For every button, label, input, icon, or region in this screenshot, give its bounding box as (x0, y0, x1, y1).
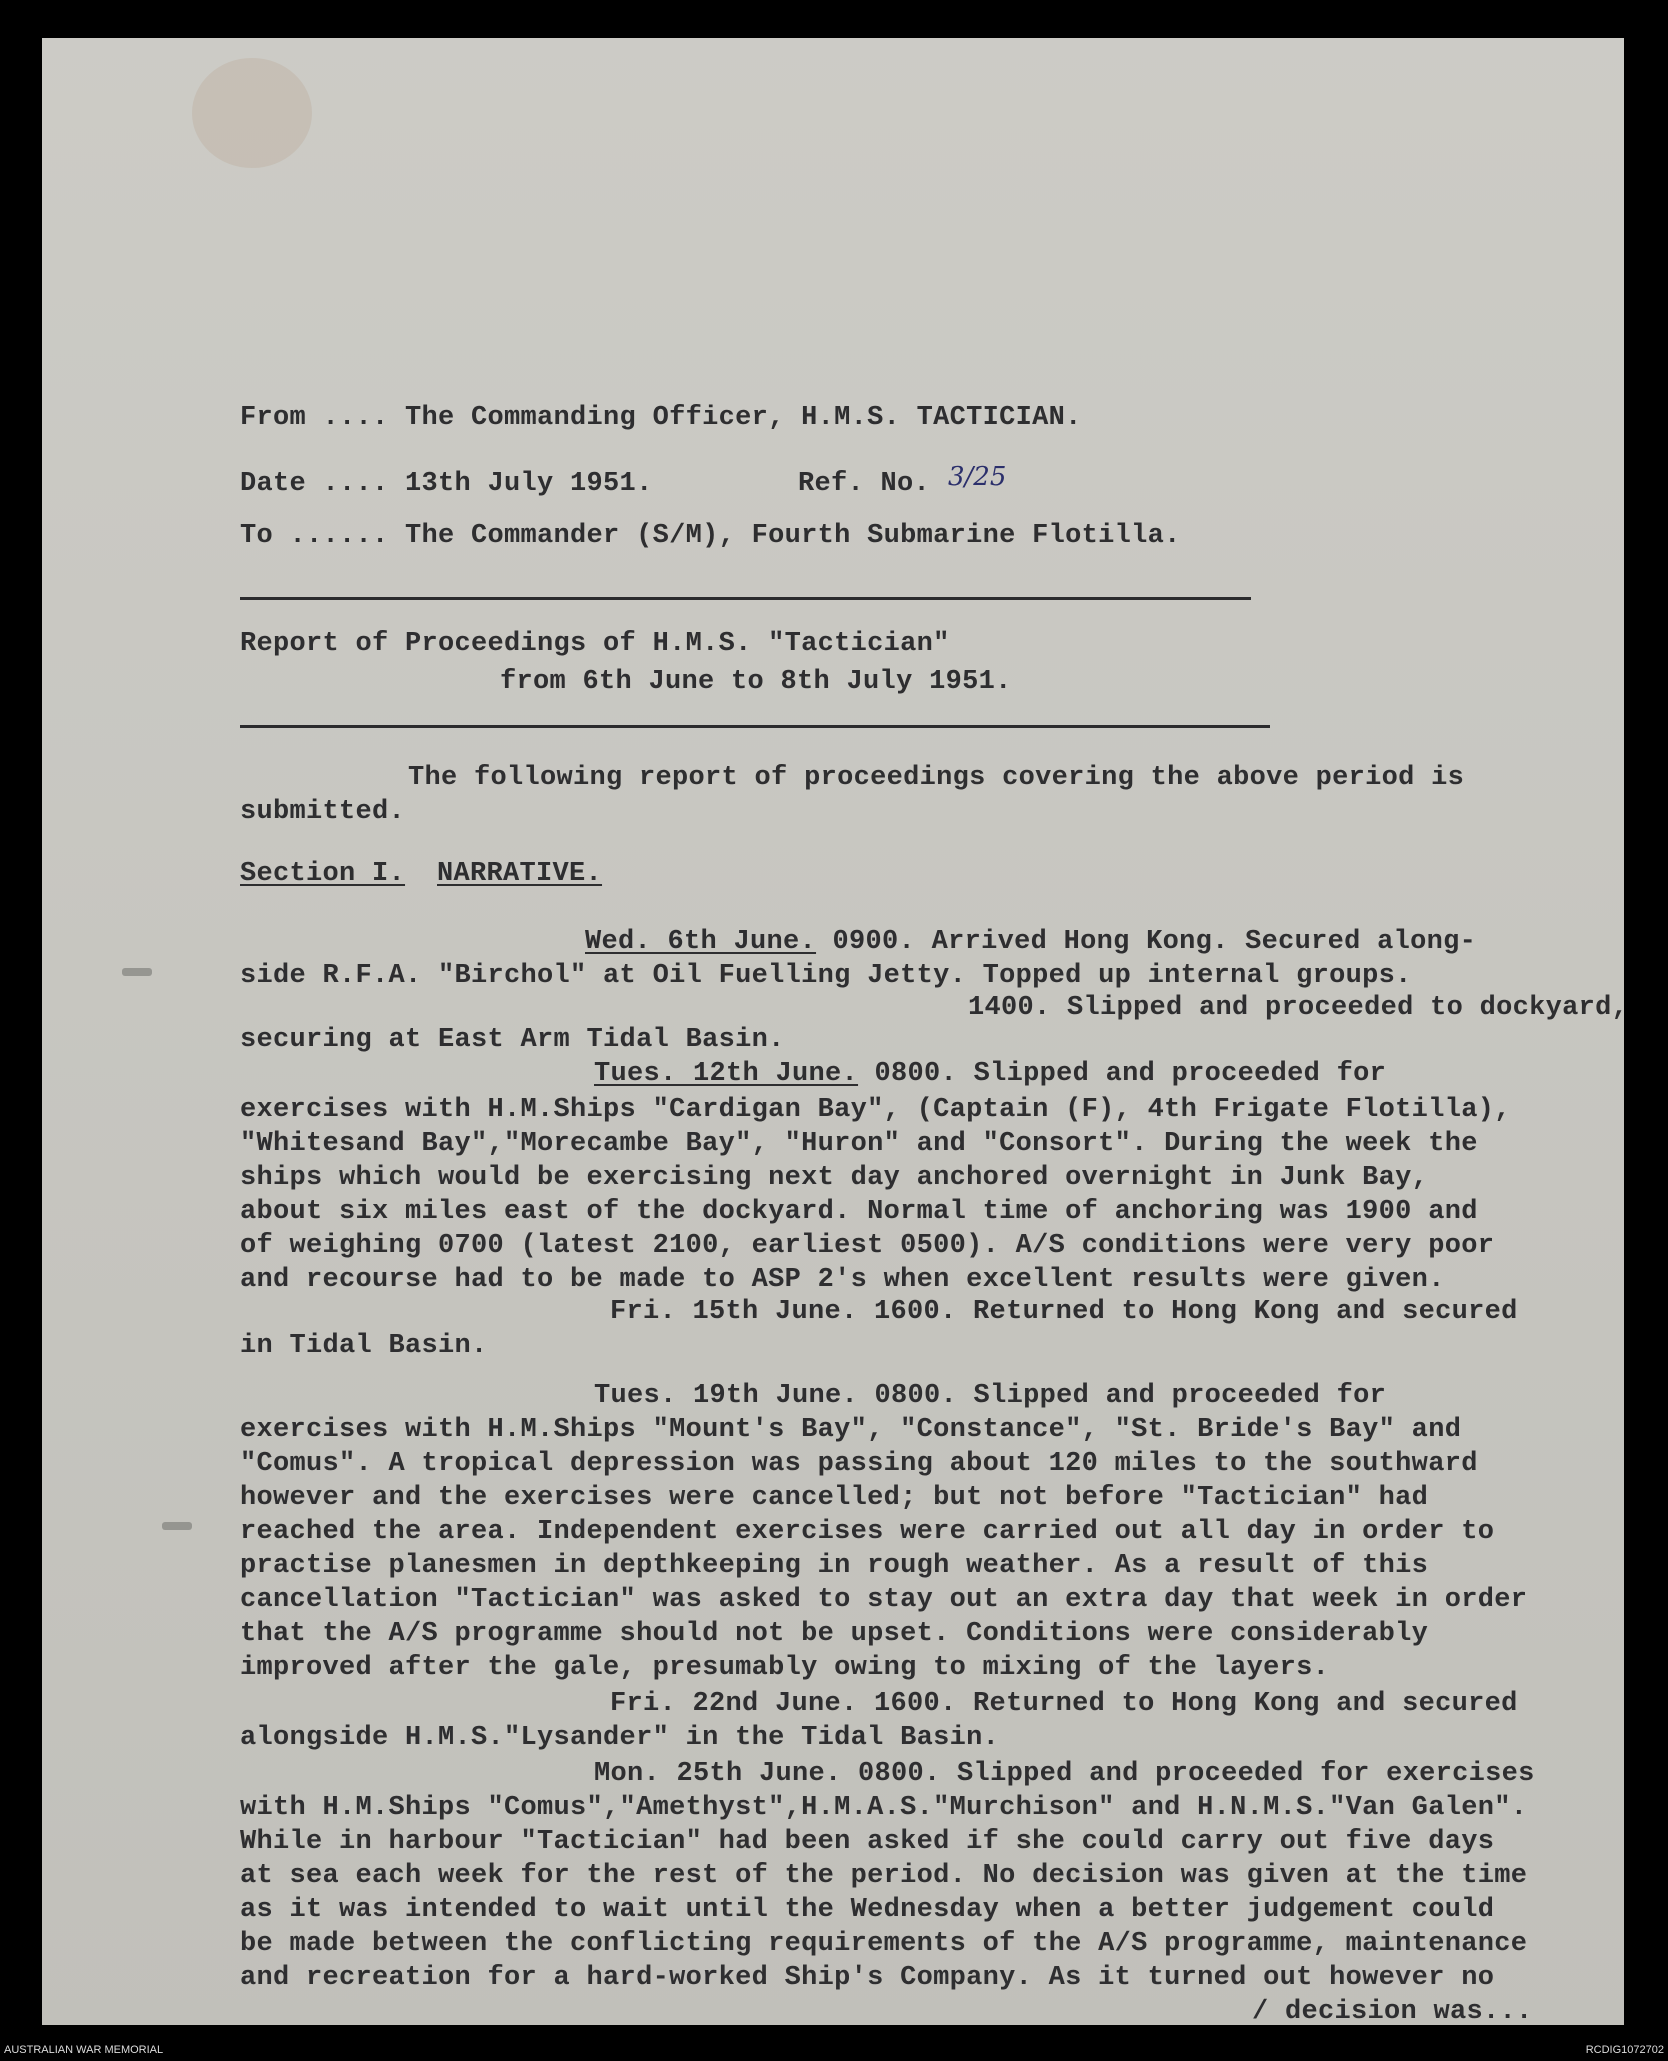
entry-mon-25-line6: be made between the conflicting requirements of the A/S programme, maintenance (240, 1929, 1528, 1959)
entry-tue-12-line6: of weighing 0700 (latest 2100, earliest 0500). A/S conditions were very poor (240, 1231, 1495, 1261)
continued-marker: / decision was... (1252, 1997, 1533, 2027)
entry-tue-19-line7: cancellation "Tactician" was asked to stay out an extra day that week in order (240, 1585, 1528, 1615)
entry-tue-12-line3: "Whitesand Bay","Morecambe Bay", "Huron" and "Consort". During the week the (240, 1129, 1478, 1159)
entry-tue-19-line8: that the A/S programme should not be upset. Conditions were considerably (240, 1619, 1429, 1649)
entry-tue-19-line1: Tues. 19th June. 0800. Slipped and proceeded for (594, 1381, 1387, 1411)
archive-footer-left: AUSTRALIAN WAR MEMORIAL (4, 2044, 164, 2056)
entry-mon-25-line7: and recreation for a hard-worked Ship's Company. As it turned out however no (240, 1963, 1495, 1993)
entry-wed-6-line3: 1400. Slipped and proceeded to dockyard, (968, 993, 1629, 1023)
ref-number-handwritten: 3/25 (948, 462, 1007, 492)
entry-mon-25-line2: with H.M.Ships "Comus","Amethyst",H.M.A.S."Murchison" and H.N.M.S."Van Galen". (240, 1793, 1528, 1823)
entry-wed-6-line1 (585, 926, 1476, 959)
divider-bottom (240, 725, 1270, 728)
staple-mark-top (122, 968, 152, 976)
entry-mon-25-line3: While in harbour "Tactician" had been asked if she could carry out five days (240, 1827, 1495, 1857)
entry-tue-12-line7: and recourse had to be made to ASP 2's when excellent results were given. (240, 1265, 1445, 1295)
entry-mon-25-line1: Mon. 25th June. 0800. Slipped and proceeded for exercises (594, 1759, 1535, 1789)
entry-tue-19-line2: exercises with H.M.Ships "Mount's Bay", "Constance", "St. Bride's Bay" and (240, 1415, 1462, 1445)
entry-wed-6-text: 0900. Arrived Hong Kong. Secured along- (816, 927, 1477, 957)
intro-line1: The following report of proceedings covering the above period is (408, 763, 1465, 793)
report-title-line1: Report of Proceedings of H.M.S. "Tactician" (240, 629, 950, 659)
from-line: From .... The Commanding Officer, H.M.S. TACTICIAN. (240, 403, 1082, 433)
staple-mark-bottom (162, 1522, 192, 1530)
to-line: To ...... The Commander (S/M), Fourth Submarine Flotilla. (240, 521, 1181, 551)
entry-fri-15-line1: Fri. 15th June. 1600. Returned to Hong Kong and secured (610, 1297, 1518, 1327)
entry-wed-6-line4: securing at East Arm Tidal Basin. (240, 1025, 785, 1055)
entry-fri-22-line2: alongside H.M.S."Lysander" in the Tidal Basin. (240, 1723, 1000, 1753)
entry-tue-19-line9: improved after the gale, presumably owing to mixing of the layers. (240, 1653, 1330, 1683)
entry-tue-19-line4: however and the exercises were cancelled; but not before "Tactician" had (240, 1483, 1429, 1513)
section-label: Section I. (240, 859, 406, 889)
divider-top (240, 597, 1251, 600)
entry-tue-12-line4: ships which would be exercising next day anchored overnight in Junk Bay, (240, 1163, 1429, 1193)
entry-mon-25-line5: as it was intended to wait until the Wednesday when a better judgement could (240, 1895, 1495, 1925)
entry-fri-22-line1: Fri. 22nd June. 1600. Returned to Hong Kong and secured (610, 1689, 1518, 1719)
ref-label: Ref. No. (798, 469, 931, 499)
entry-tue-12-line5: about six miles east of the dockyard. Normal time of anchoring was 1900 and (240, 1197, 1478, 1227)
date-line: Date .... 13th July 1951. (240, 469, 653, 499)
entry-tue-12-date: Tues. 12th June. (594, 1059, 859, 1089)
paper-stain (192, 58, 312, 168)
entry-tue-19-line6: practise planesmen in depthkeeping in rough weather. As a result of this (240, 1551, 1429, 1581)
entry-tue-12-text: 0800. Slipped and proceeded for (858, 1059, 1387, 1089)
entry-tue-19-line5: reached the area. Independent exercises were carried out all day in order to (240, 1517, 1495, 1547)
entry-wed-6-date: Wed. 6th June. (585, 927, 817, 957)
entry-tue-19-line3: "Comus". A tropical depression was passing about 120 miles to the southward (240, 1449, 1478, 1479)
entry-fri-15-line2: in Tidal Basin. (240, 1331, 488, 1361)
entry-mon-25-line4: at sea each week for the rest of the period. No decision was given at the time (240, 1861, 1528, 1891)
archive-footer-right: RCDIG1072702 (1585, 2044, 1664, 2056)
intro-line2: submitted. (240, 797, 406, 827)
entry-tue-12-line1 (594, 1058, 1386, 1091)
section-name: NARRATIVE. (437, 859, 603, 889)
entry-tue-12-line2: exercises with H.M.Ships "Cardigan Bay", (Captain (F), 4th Frigate Flotilla), (240, 1095, 1511, 1125)
report-title-line2: from 6th June to 8th July 1951. (500, 667, 1012, 697)
entry-wed-6-line2: side R.F.A. "Birchol" at Oil Fuelling Jetty. Topped up internal groups. (240, 961, 1412, 991)
